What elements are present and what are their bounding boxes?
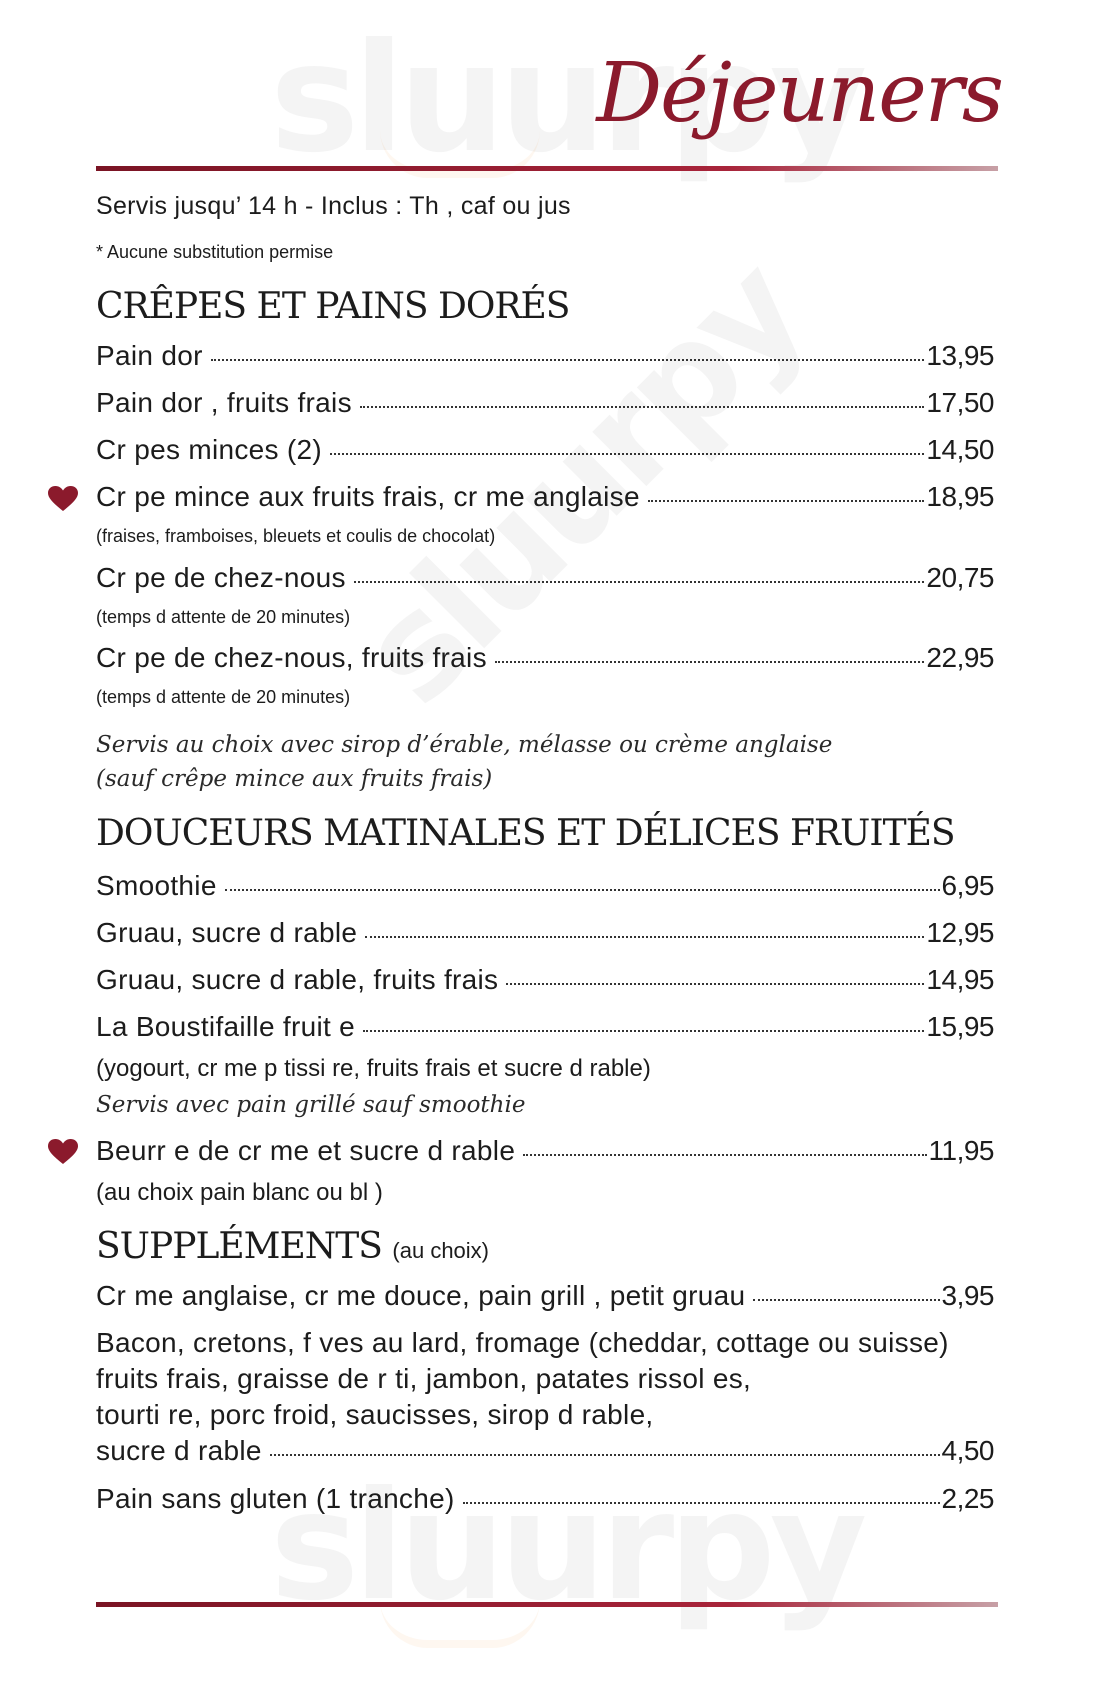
dot-leader (523, 1154, 926, 1156)
dot-leader (648, 500, 925, 502)
menu-item (96, 870, 994, 902)
menu-item (96, 917, 994, 949)
menu-item (96, 1483, 994, 1515)
item-name: Cr pe mince aux fruits frais, cr me anglaise (96, 481, 640, 512)
item-price: 18,95 (926, 481, 994, 512)
section-note: Servis au choix avec sirop d’érable, mélasse ou crème anglaise (96, 732, 833, 758)
item-name: Smoothie (96, 870, 217, 901)
item-name: Gruau, sucre d rable, fruits frais (96, 964, 499, 995)
section-title-supplements (96, 1226, 489, 1267)
heart-icon (48, 486, 78, 512)
dot-leader (330, 453, 924, 455)
heart-icon (48, 1139, 78, 1165)
item-price: 3,95 (941, 1280, 994, 1311)
item-price: 4,50 (941, 1435, 994, 1466)
item-price: 11,95 (928, 1135, 994, 1166)
page-title: Déjeuners (596, 46, 1002, 141)
menu-item (96, 964, 994, 996)
menu-item (96, 1435, 994, 1467)
item-price: 14,50 (926, 434, 994, 465)
section-title-text: SUPPLÉMENTS (96, 1226, 382, 1267)
menu-item (96, 481, 994, 513)
dot-leader (270, 1454, 940, 1456)
item-price: 2,25 (941, 1483, 994, 1514)
service-info: Servis jusqu’ 14 h - Inclus : Th , caf ou jus (96, 192, 571, 220)
menu-item (96, 340, 994, 372)
menu-item (96, 1011, 994, 1043)
section-note: Servis avec pain grillé sauf smoothie (96, 1092, 526, 1118)
section-note: (sauf crêpe mince aux fruits frais) (96, 766, 493, 792)
item-description: (temps d attente de 20 minutes) (96, 687, 351, 707)
dot-leader (363, 1030, 924, 1032)
section-title-douceurs: DOUCEURS MATINALES ET DÉLICES FRUITÉS (96, 813, 955, 854)
item-description: (fraises, framboises, bleuets et coulis de chocolat) (96, 526, 496, 546)
dot-leader (506, 983, 924, 985)
item-price: 17,50 (926, 387, 994, 418)
item-name: sucre d rable (96, 1435, 262, 1466)
item-name: Cr pes minces (2) (96, 434, 323, 465)
item-price: 6,95 (941, 870, 994, 901)
dot-leader (753, 1299, 939, 1301)
item-name: Cr pe de chez-nous (96, 562, 346, 593)
menu-item (96, 387, 994, 419)
item-name: Cr pe de chez-nous, fruits frais (96, 642, 487, 673)
item-name: Beurr e de cr me et sucre d rable (96, 1135, 516, 1166)
section-title-crepes: CRÊPES ET PAINS DORÉS (96, 286, 570, 327)
item-description: (yogourt, cr me p tissi re, fruits frais et sucre d rable) (96, 1055, 651, 1082)
item-name: Pain dor , fruits frais (96, 387, 352, 418)
item-name: Pain dor (96, 340, 203, 371)
watermark-swoosh-bottom (380, 1600, 540, 1648)
dot-leader (225, 889, 940, 891)
item-price: 12,95 (926, 917, 994, 948)
supplement-list-line: tourti re, porc froid, saucisses, sirop d rable, (96, 1399, 654, 1430)
dot-leader (365, 936, 924, 938)
item-description: (temps d attente de 20 minutes) (96, 607, 351, 627)
dot-leader (495, 661, 925, 663)
item-price: 22,95 (926, 642, 994, 673)
item-price: 15,95 (926, 1011, 994, 1042)
item-name: Cr me anglaise, cr me douce, pain grill , petit gruau (96, 1280, 746, 1311)
menu-item (96, 1135, 994, 1167)
item-description: (au choix pain blanc ou bl ) (96, 1179, 383, 1206)
menu-item (96, 1280, 994, 1312)
item-name: Pain sans gluten (1 tranche) (96, 1483, 455, 1514)
item-name: Gruau, sucre d rable (96, 917, 358, 948)
top-divider (96, 166, 998, 171)
item-name: La Boustifaille fruit e (96, 1011, 356, 1042)
substitution-note: * Aucune substitution permise (96, 242, 334, 262)
item-price: 20,75 (926, 562, 994, 593)
dot-leader (354, 581, 925, 583)
menu-item (96, 434, 994, 466)
supplement-list-line: fruits frais, graisse de r ti, jambon, patates rissol es, (96, 1363, 752, 1394)
dot-leader (211, 359, 925, 361)
item-price: 13,95 (926, 340, 994, 371)
menu-item (96, 562, 994, 594)
bottom-divider (96, 1602, 998, 1607)
dot-leader (463, 1502, 940, 1504)
dot-leader (360, 406, 925, 408)
section-title-tag: (au choix) (392, 1238, 489, 1263)
supplement-list-line: Bacon, cretons, f ves au lard, fromage (cheddar, cottage ou suisse) (96, 1327, 949, 1358)
item-price: 14,95 (926, 964, 994, 995)
menu-item (96, 642, 994, 674)
